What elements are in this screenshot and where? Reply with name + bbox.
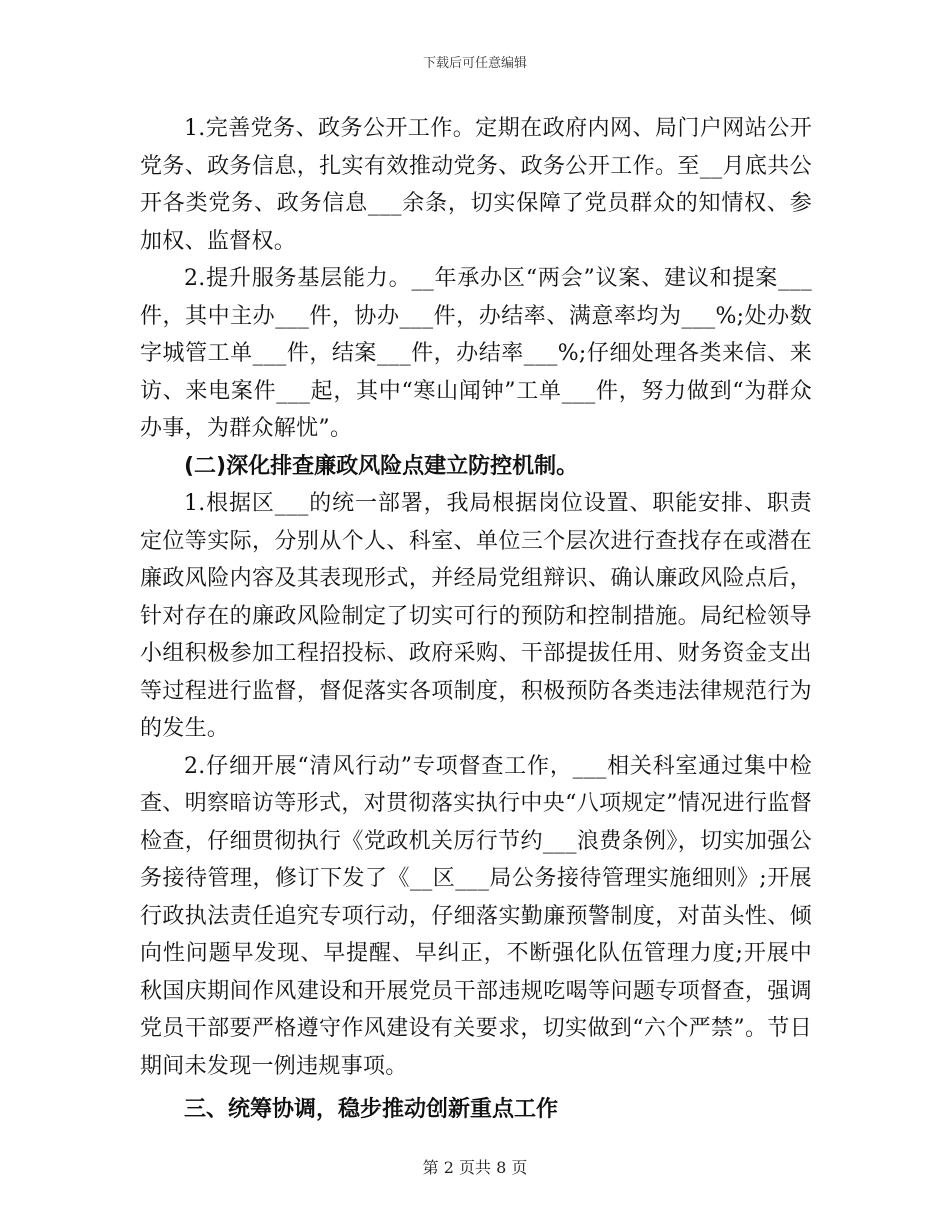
paragraph-service-capacity: 2.提升服务基层能力。__年承办区“两会”议案、建议和提案___件，其中主办___件，协办___件，办结率、满意率均为___%;处办数字城管工单___件，结案___件，办结率___%;仔细处理各类来信、来访、来电案件___起，其中“寒山闻钟”工单___件，努力做到“为群众办事，为群众解忧”。 <box>140 266 812 441</box>
paragraph-risk-points: 1.根据区___的统一部署，我局根据岗位设置、职能安排、职责定位等实际，分别从个人、科室、单位三个层次进行查找存在或潜在廉政风险内容及其表现形式，并经局党组辩识、确认廉政风险点后，针对存在的廉政风险制定了切实可行的预防和控制措施。局纪检领导小组积极参加工程招投标、政府采购、干部提拔任用、财务资金支出等过程进行监督，督促落实各项制度，积极预防各类违法律规范行为的发生。 <box>140 491 812 741</box>
page-number: 第 2 页共 8 页 <box>422 1158 528 1177</box>
document-body <box>140 110 812 1129</box>
section-heading-coordination: 三、统筹协调，稳步推动创新重点工作 <box>184 1097 559 1122</box>
paragraph-clean-wind-action: 2.仔细开展“清风行动”专项督查工作，___相关科室通过集中检查、明察暗访等形式，对贯彻落实执行中央“八项规定”情况进行监督检查，仔细贯彻执行《党政机关厉行节约___浪费条例》，切实加强公务接待管理，修订下发了《__区___局公务接待管理实施细则》;开展行政执法责任追究专项行动，仔细落实勤廉预警制度，对苗头性、倾向性问题早发现、早提醒、早纠正，不断强化队伍管理力度;开展中秋国庆期间作风建设和开展党员干部违规吃喝等问题专项督查，强调党员干部要严格遵守作风建设有关要求，切实做到“六个严禁”。节日期间未发现一例违规事项。 <box>140 753 812 1079</box>
paragraph-party-affairs-disclosure: 1.完善党务、政务公开工作。定期在政府内网、局门户网站公开党务、政务信息，扎实有效推动党务、政务公开工作。至__月底共公开各类党务、政务信息___余条，切实保障了党员群众的知情权、参加权、监督权。 <box>140 116 812 254</box>
page-header: 下载后可任意编辑 <box>422 56 527 71</box>
subsection-heading-risk-control: (二)深化排查廉政风险点建立防控机制。 <box>184 453 579 479</box>
